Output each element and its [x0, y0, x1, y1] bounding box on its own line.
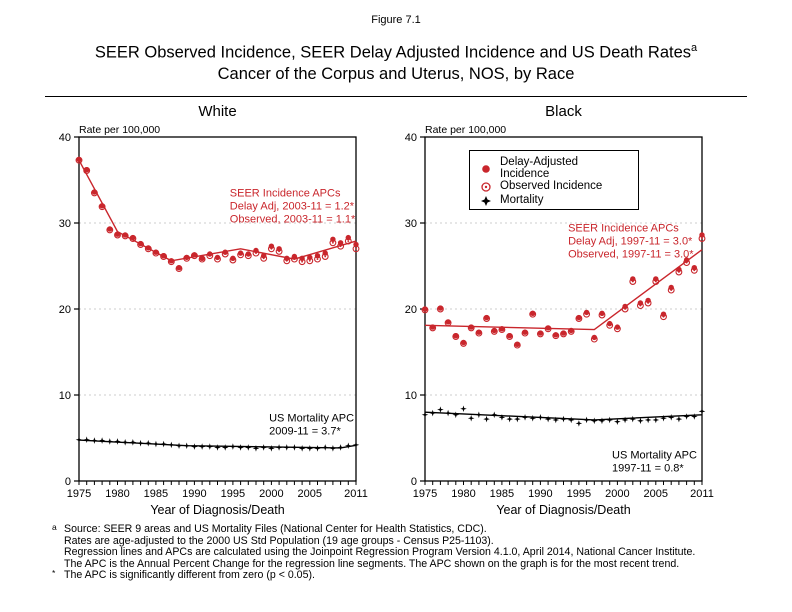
star-icon [479, 194, 493, 208]
title-divider [45, 96, 747, 97]
legend-item-observed [479, 180, 629, 194]
footnote-row [52, 570, 768, 582]
svg-text:2005: 2005 [297, 488, 323, 500]
figure-title-superscript: a [691, 42, 698, 54]
legend-item-mortality [479, 194, 629, 208]
white-chart-plot [36, 125, 406, 525]
mortality-points [76, 436, 360, 451]
footnote-marker: a [52, 522, 57, 532]
svg-text:1985: 1985 [143, 488, 169, 500]
svg-text:30: 30 [404, 218, 417, 230]
footnote-marker [52, 545, 64, 557]
legend-item-delay-adjusted [479, 157, 629, 180]
svg-text:1985: 1985 [489, 488, 515, 500]
incidence-apc-annotation: SEER Incidence APCs Delay Adj, 1997-11 = 3.0* Observed, 1997-11 = 3.0* [568, 222, 694, 261]
svg-text:2005: 2005 [643, 488, 669, 500]
y-axis-title: Rate per 100,000 [79, 125, 161, 136]
svg-text:2000: 2000 [259, 488, 284, 500]
legend-label: Mortality [500, 194, 544, 207]
figure-title-text: SEER Observed Incidence, SEER Delay Adjusted Incidence and US Death Rates [94, 43, 692, 62]
y-axis [59, 132, 79, 488]
footnote-text: The APC is significantly different from zero (p < 0.05). [64, 569, 315, 582]
figure-title [0, 42, 792, 63]
x-axis-title: Year of Diagnosis/Death [150, 503, 285, 517]
x-axis-title: Year of Diagnosis/Death [496, 503, 631, 517]
filled-circle-icon [479, 162, 493, 176]
y-axis-title: Rate per 100,000 [425, 125, 507, 136]
footnote-marker [52, 557, 64, 569]
figure-subtitle: Cancer of the Corpus and Uterus, NOS, by Race [217, 65, 575, 83]
svg-text:10: 10 [58, 390, 71, 402]
svg-text:1990: 1990 [528, 488, 553, 500]
svg-text:1975: 1975 [66, 488, 92, 500]
footnote-marker [52, 534, 64, 546]
svg-text:0: 0 [64, 476, 71, 488]
footnote-text: Rates are age-adjusted to the 2000 US Std Population (19 age groups - Census P25-1103). [64, 534, 494, 547]
svg-text:1975: 1975 [412, 488, 438, 500]
svg-text:40: 40 [58, 132, 71, 144]
mortality-apc-annotation: US Mortality APC 2009-11 = 3.7* [269, 412, 355, 438]
svg-text:1995: 1995 [220, 488, 246, 500]
svg-text:1990: 1990 [182, 488, 207, 500]
svg-text:0: 0 [410, 476, 417, 488]
svg-text:1995: 1995 [566, 488, 592, 500]
gridlines [79, 223, 356, 395]
footnote-marker: * [52, 568, 56, 579]
svg-text:1980: 1980 [105, 488, 130, 500]
mortality-apc-annotation: US Mortality APC 1997-11 = 0.8* [612, 449, 697, 475]
panel-title-black: Black [545, 103, 582, 120]
chart-legend [469, 150, 639, 210]
figure-label: Figure 7.1 [371, 14, 421, 26]
svg-text:2011: 2011 [344, 488, 368, 500]
svg-text:20: 20 [404, 304, 417, 316]
svg-text:2000: 2000 [605, 488, 630, 500]
footnote-row [52, 524, 768, 536]
legend-label: Delay-Adjusted Incidence [500, 156, 578, 180]
svg-text:1980: 1980 [451, 488, 476, 500]
legend-label: Observed Incidence [500, 180, 603, 193]
svg-text:2011: 2011 [690, 488, 714, 500]
svg-text:30: 30 [58, 218, 71, 230]
incidence-apc-annotation: SEER Incidence APCs Delay Adj, 2003-11 = 1.2* Observed, 2003-11 = 1.1* [229, 187, 356, 226]
x-axis [67, 481, 368, 500]
footnotes [52, 524, 768, 582]
footnote-text: The APC is the Annual Percent Change for the regression line segments. The APC shown on the graph is for the most recent trend. [64, 557, 680, 570]
svg-text:10: 10 [404, 390, 417, 402]
panel-title-white: White [198, 103, 237, 120]
x-axis [413, 481, 714, 500]
svg-text:40: 40 [404, 132, 417, 144]
svg-text:20: 20 [58, 304, 71, 316]
footnote-text: Source: SEER 9 areas and US Mortality Files (National Center for Health Statistics, CDC). [64, 523, 487, 535]
open-circle-icon [479, 180, 493, 194]
footnote-text: Regression lines and APCs are calculated using the Joinpoint Regression Program Version 4.1.0, April 2014, National Cancer Institute. [64, 546, 696, 559]
